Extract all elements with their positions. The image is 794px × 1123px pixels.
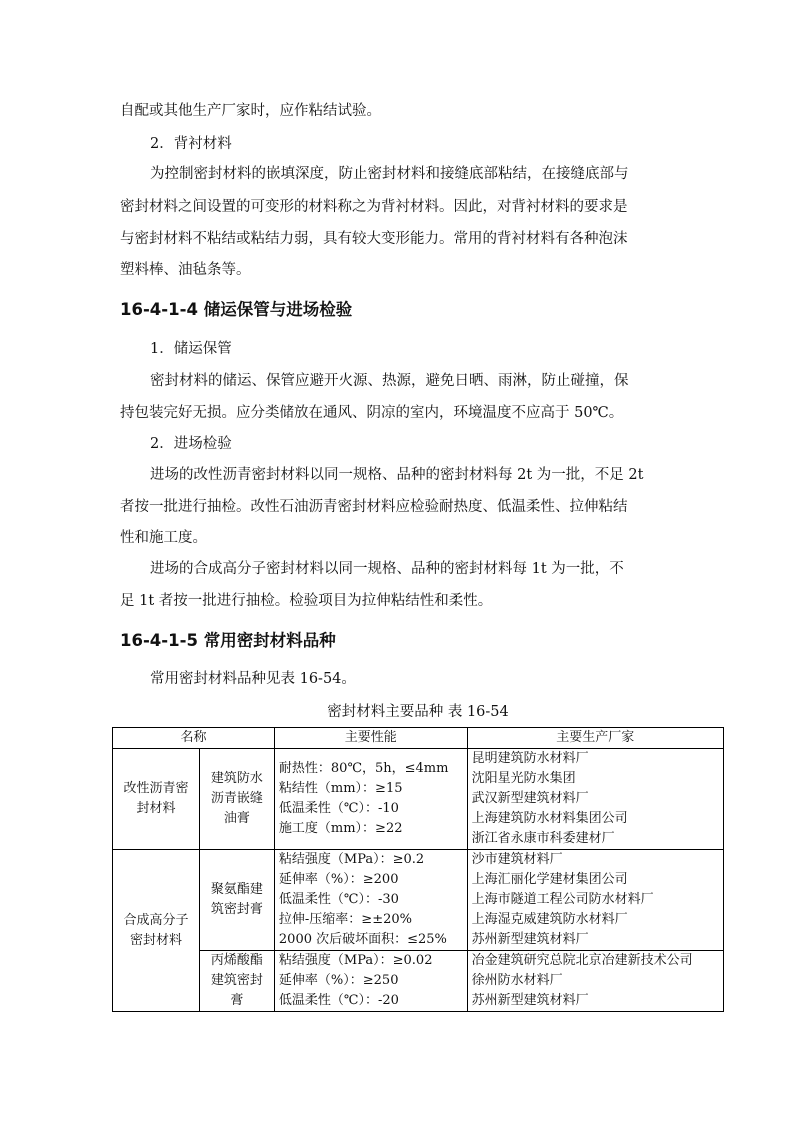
paragraph: 常用密封材料品种见表 16-54。 [150,671,356,687]
properties-cell: 粘结强度（MPa）：≥0.2 延伸率（%）：≥200 低温柔性（℃）：-30 拉伸-压缩率：≥±20% 2000 次后破坏面积：≤25% [274,850,467,951]
product-cell: 建筑防水沥青嵌缝油膏 [199,749,274,850]
paragraph-line: 进场的合成高分子密封材料以同一规格、品种的密封材料每 1t 为一批，不 [150,561,624,577]
header-name: 名称 [113,728,275,749]
header-manufacturers: 主要生产厂家 [467,728,723,749]
paragraph-line: 密封材料之间设置的可变形的材料称之为背衬材料。因此，对背衬材料的要求是 [120,199,628,215]
paragraph: 自配或其他生产厂家时，应作粘结试验。 [120,103,381,119]
product-cell: 聚氨酯建筑密封膏 [199,850,274,951]
table-row [113,749,724,850]
table-caption: 密封材料主要品种 表 16-54 [327,704,509,720]
table-row [113,951,724,1012]
subheading-inspection: 2．进场检验 [150,436,232,452]
section-heading-16-4-1-4: 16-4-1-4 储运保管与进场检验 [120,300,353,319]
paragraph-line: 与密封材料不粘结或粘结力弱，具有较大变形能力。常用的背衬材料有各种泡沫 [120,231,628,247]
paragraph-line: 者按一批进行抽检。改性石油沥青密封材料应检验耐热度、低温柔性、拉伸粘结 [120,499,628,515]
manufacturers-cell: 冶金建筑研究总院北京冶建新技术公司 徐州防水材料厂 苏州新型建筑材料厂 [467,951,723,1012]
category-cell: 改性沥青密封材料 [113,749,200,850]
table-header-row [113,728,724,749]
paragraph-line: 进场的改性沥青密封材料以同一规格、品种的密封材料每 2t 为一批，不足 2t [150,467,644,483]
header-properties: 主要性能 [274,728,467,749]
subheading-backing-material: 2．背衬材料 [150,136,232,152]
category-cell: 合成高分子密封材料 [113,850,200,1012]
paragraph-line: 密封材料的储运、保管应避开火源、热源，避免日晒、雨淋，防止碰撞，保 [150,373,629,389]
table-row [113,850,724,951]
paragraph-line: 塑料棒、油毡条等。 [120,262,251,278]
subheading-storage: 1．储运保管 [150,341,232,357]
manufacturers-cell: 昆明建筑防水材料厂 沈阳星光防水集团 武汉新型建筑材料厂 上海建筑防水材料集团公司 浙江省永康市科委建材厂 [467,749,723,850]
properties-cell: 粘结强度（MPa）：≥0.02 延伸率（%）：≥250 低温柔性（℃）：-20 [274,951,467,1012]
manufacturers-cell: 沙市建筑材料厂 上海汇丽化学建材集团公司 上海市隧道工程公司防水材料厂 上海湿克威建筑防水材料厂 苏州新型建筑材料厂 [467,850,723,951]
section-heading-16-4-1-5: 16-4-1-5 常用密封材料品种 [120,631,336,650]
product-cell: 丙烯酸酯建筑密封膏 [199,951,274,1012]
paragraph-line: 为控制密封材料的嵌填深度，防止密封材料和接缝底部粘结，在接缝底部与 [150,166,629,182]
sealant-table [112,727,724,1012]
paragraph-line: 持包装完好无损。应分类储放在通风、阴凉的室内，环境温度不应高于 50℃。 [120,405,624,421]
paragraph-line: 性和施工度。 [120,530,207,546]
properties-cell: 耐热性：80℃，5h，≤4mm 粘结性（mm）：≥15 低温柔性（℃）：-10 施工度（mm）：≥22 [274,749,467,850]
paragraph-line: 足 1t 者按一批进行抽检。检验项目为拉伸粘结性和柔性。 [120,593,493,609]
